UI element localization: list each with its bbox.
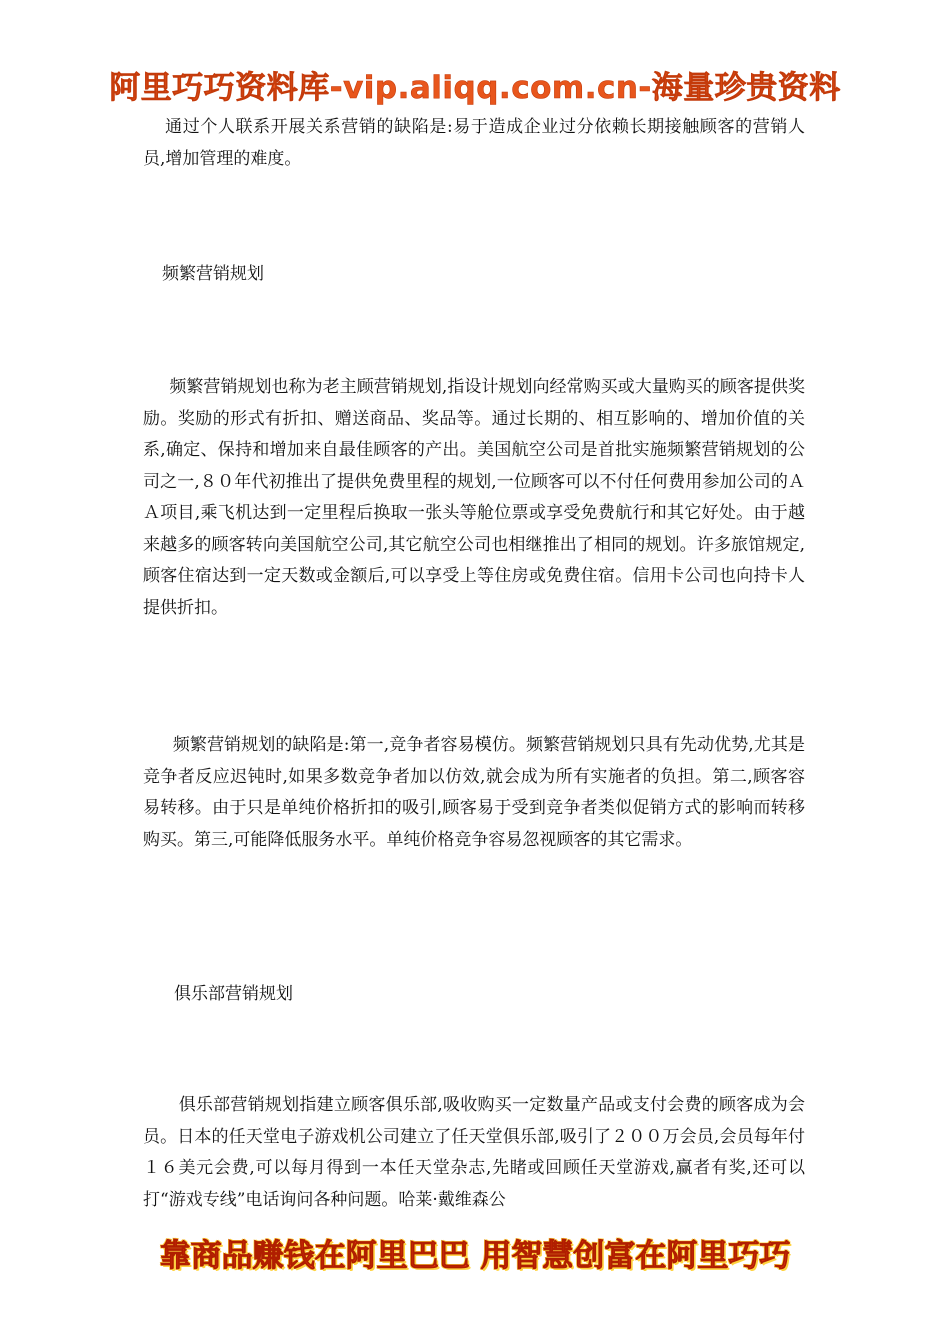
paragraph-frequency-marketing-definition <box>143 372 805 624</box>
paragraph-text: 频繁营销规划的缺陷是:第一,竞争者容易模仿。频繁营销规划只具有先动优势,尤其是竞争者反应迟钝时,如果多数竞争者加以仿效,就会成为所有实施者的负担。第二,顾客容易转移。由于只是单纯价格折扣的吸引,顾客易于受到竞争者类似促销方式的影响而转移购买。第三,可能降低服务水平。单纯价格竞争容易忽视顾客的其它需求。 <box>143 735 805 850</box>
paragraph-text: 俱乐部营销规划指建立顾客俱乐部,吸收购买一定数量产品或支付会费的顾客成为会员。日本的任天堂电子游戏机公司建立了任天堂俱乐部,吸引了２００万会员,会员每年付１６美元会费,可以每月得到一本任天堂杂志,先睹或回顾任天堂游戏,赢者有奖,还可以打“游戏专线”电话询问各种问题。哈莱·戴维森公 <box>143 1095 805 1210</box>
paragraph-text: 通过个人联系开展关系营销的缺陷是:易于造成企业过分依赖长期接触顾客的营销人员,增加管理的难度。 <box>143 117 805 169</box>
paragraph-frequency-marketing-drawbacks <box>143 730 805 856</box>
section-heading-frequency-marketing: 频繁营销规划 <box>162 264 264 284</box>
paragraph-text: 频繁营销规划也称为老主顾营销规划,指设计规划向经常购买或大量购买的顾客提供奖励。奖励的形式有折扣、赠送商品、奖品等。通过长期的、相互影响的、增加价值的关系,确定、保持和增加来自最佳顾客的产出。美国航空公司是首批实施频繁营销规划的公司之一,８０年代初推出了提供免费里程的规划,一位顾客可以不付任何费用参加公司的ＡＡ项目,乘飞机达到一定里程后换取一张头等舱位票或享受免费航行和其它好处。由于越来越多的顾客转向美国航空公司,其它航空公司也相继推出了相同的规划。许多旅馆规定,顾客住宿达到一定天数或金额后,可以享受上等住房或免费住宿。信用卡公司也向持卡人提供折扣。 <box>143 377 805 618</box>
footer-watermark-banner: 靠商品赚钱在阿里巴巴 用智慧创富在阿里巧巧 <box>159 1238 791 1274</box>
header-watermark-banner: 阿里巧巧资料库-vip.aliqq.com.cn-海量珍贵资料 <box>109 70 841 106</box>
section-heading-club-marketing: 俱乐部营销规划 <box>174 984 293 1004</box>
paragraph-relationship-drawback <box>143 112 805 175</box>
paragraph-club-marketing <box>143 1090 805 1216</box>
